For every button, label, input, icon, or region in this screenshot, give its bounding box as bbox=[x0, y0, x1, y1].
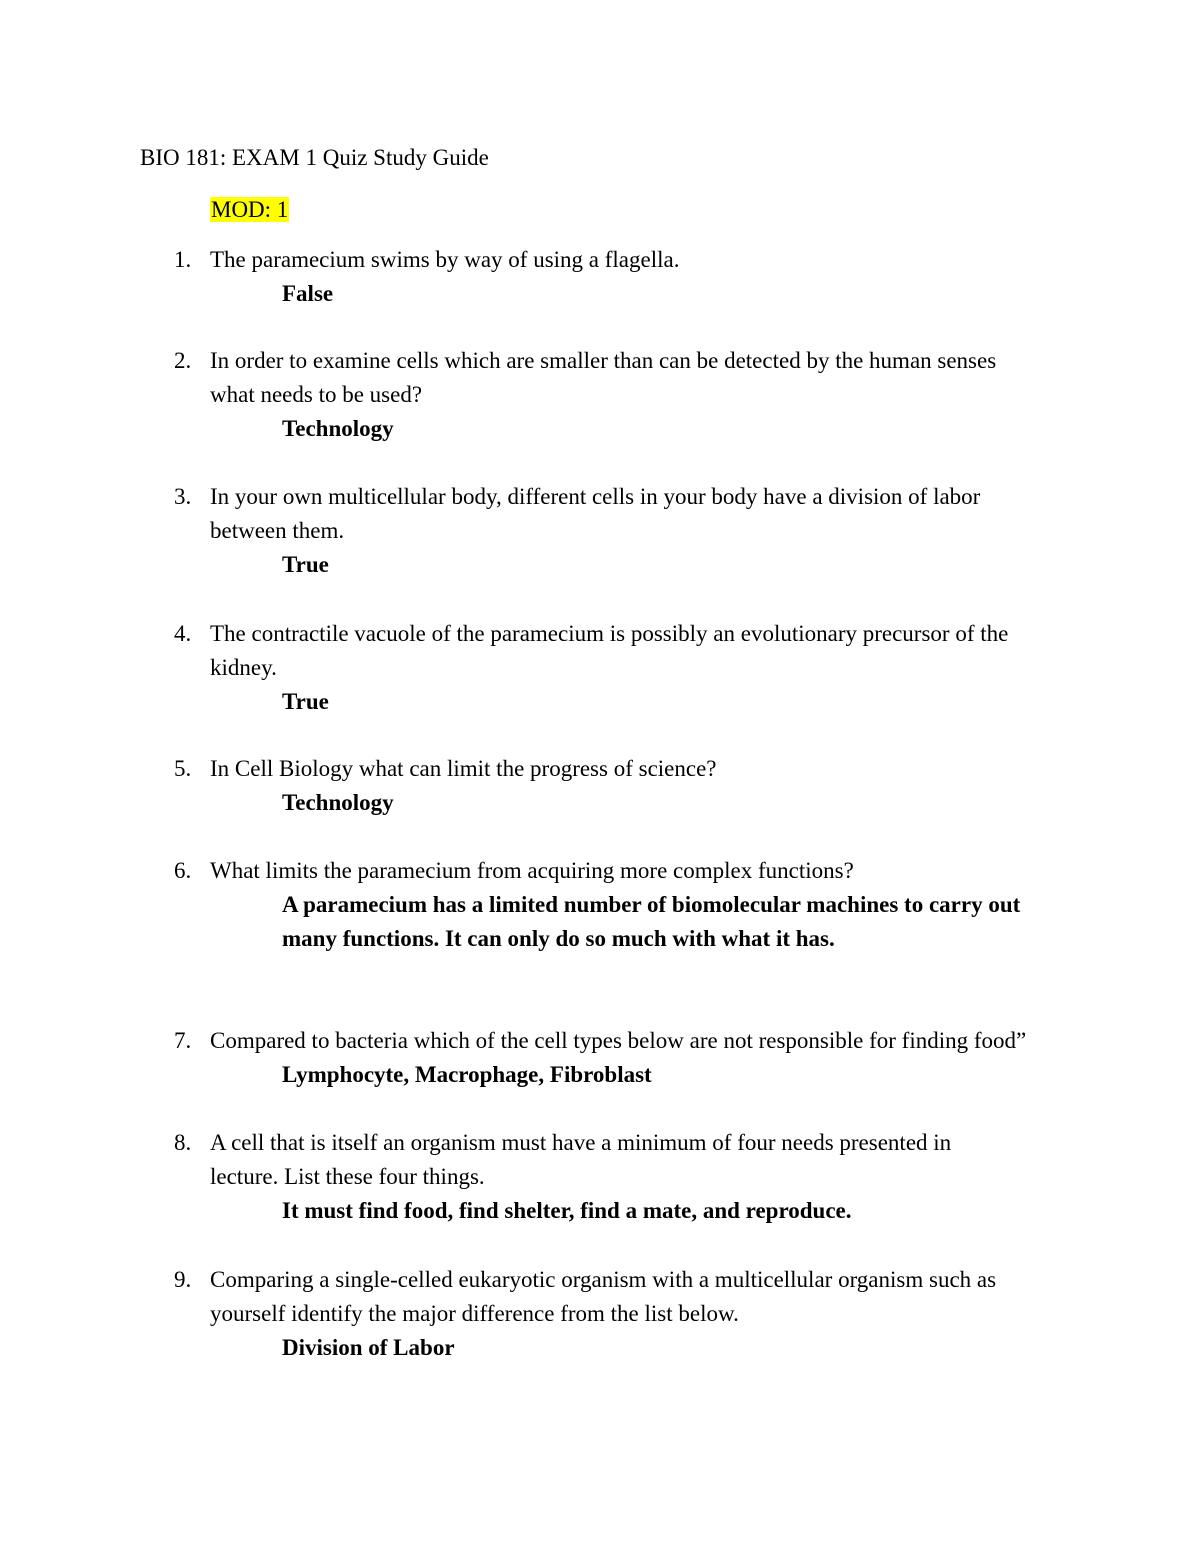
question-text: Compared to bacteria which of the cell types below are not responsible for finding food” bbox=[210, 1028, 1027, 1053]
question-item bbox=[174, 480, 1074, 582]
question-item bbox=[174, 617, 1074, 719]
question-text: Comparing a single-celled eukaryotic organism with a multicellular organism such as yourself identify the major difference from the list below. bbox=[210, 1267, 997, 1326]
question-number: 5. bbox=[174, 756, 192, 781]
question-number: 6. bbox=[174, 858, 192, 883]
question-answer: Technology bbox=[282, 790, 394, 815]
question-text: What limits the paramecium from acquiring more complex functions? bbox=[210, 858, 854, 883]
question-number: 4. bbox=[174, 621, 192, 646]
module-highlight: MOD: 1 bbox=[211, 197, 289, 222]
question-text: A cell that is itself an organism must have a minimum of four needs presented in lecture. List these four things. bbox=[210, 1130, 952, 1189]
module-label bbox=[210, 193, 289, 227]
question-item bbox=[174, 854, 1074, 956]
question-text: In Cell Biology what can limit the progress of science? bbox=[210, 756, 717, 781]
question-text: In your own multicellular body, different cells in your body have a division of labor between them. bbox=[210, 484, 981, 543]
question-answer: True bbox=[282, 689, 329, 714]
question-item bbox=[174, 344, 1074, 446]
question-number: 1. bbox=[174, 247, 192, 272]
question-item bbox=[174, 1263, 1074, 1365]
question-answer: A paramecium has a limited number of biomolecular machines to carry out many functions. It can only do so much with what it has. bbox=[282, 892, 1021, 951]
question-answer: It must find food, find shelter, find a mate, and reproduce. bbox=[282, 1198, 852, 1223]
question-number: 8. bbox=[174, 1130, 192, 1155]
question-answer: False bbox=[282, 281, 334, 306]
question-text: In order to examine cells which are smaller than can be detected by the human senses what needs to be used? bbox=[210, 348, 997, 407]
question-answer: True bbox=[282, 552, 329, 577]
question-number: 9. bbox=[174, 1267, 192, 1292]
question-text: The paramecium swims by way of using a flagella. bbox=[210, 247, 680, 272]
question-item bbox=[174, 752, 1074, 820]
question-item bbox=[174, 1024, 1074, 1092]
document-title: BIO 181: EXAM 1 Quiz Study Guide bbox=[140, 145, 489, 170]
question-number: 3. bbox=[174, 484, 192, 509]
question-number: 2. bbox=[174, 348, 192, 373]
question-item bbox=[174, 1126, 1074, 1228]
question-answer: Lymphocyte, Macrophage, Fibroblast bbox=[282, 1062, 652, 1087]
question-item bbox=[174, 243, 1074, 311]
question-text: The contractile vacuole of the paramecium is possibly an evolutionary precursor of the kidney. bbox=[210, 621, 1009, 680]
question-answer: Technology bbox=[282, 416, 394, 441]
question-answer: Division of Labor bbox=[282, 1335, 455, 1360]
question-number: 7. bbox=[174, 1028, 192, 1053]
